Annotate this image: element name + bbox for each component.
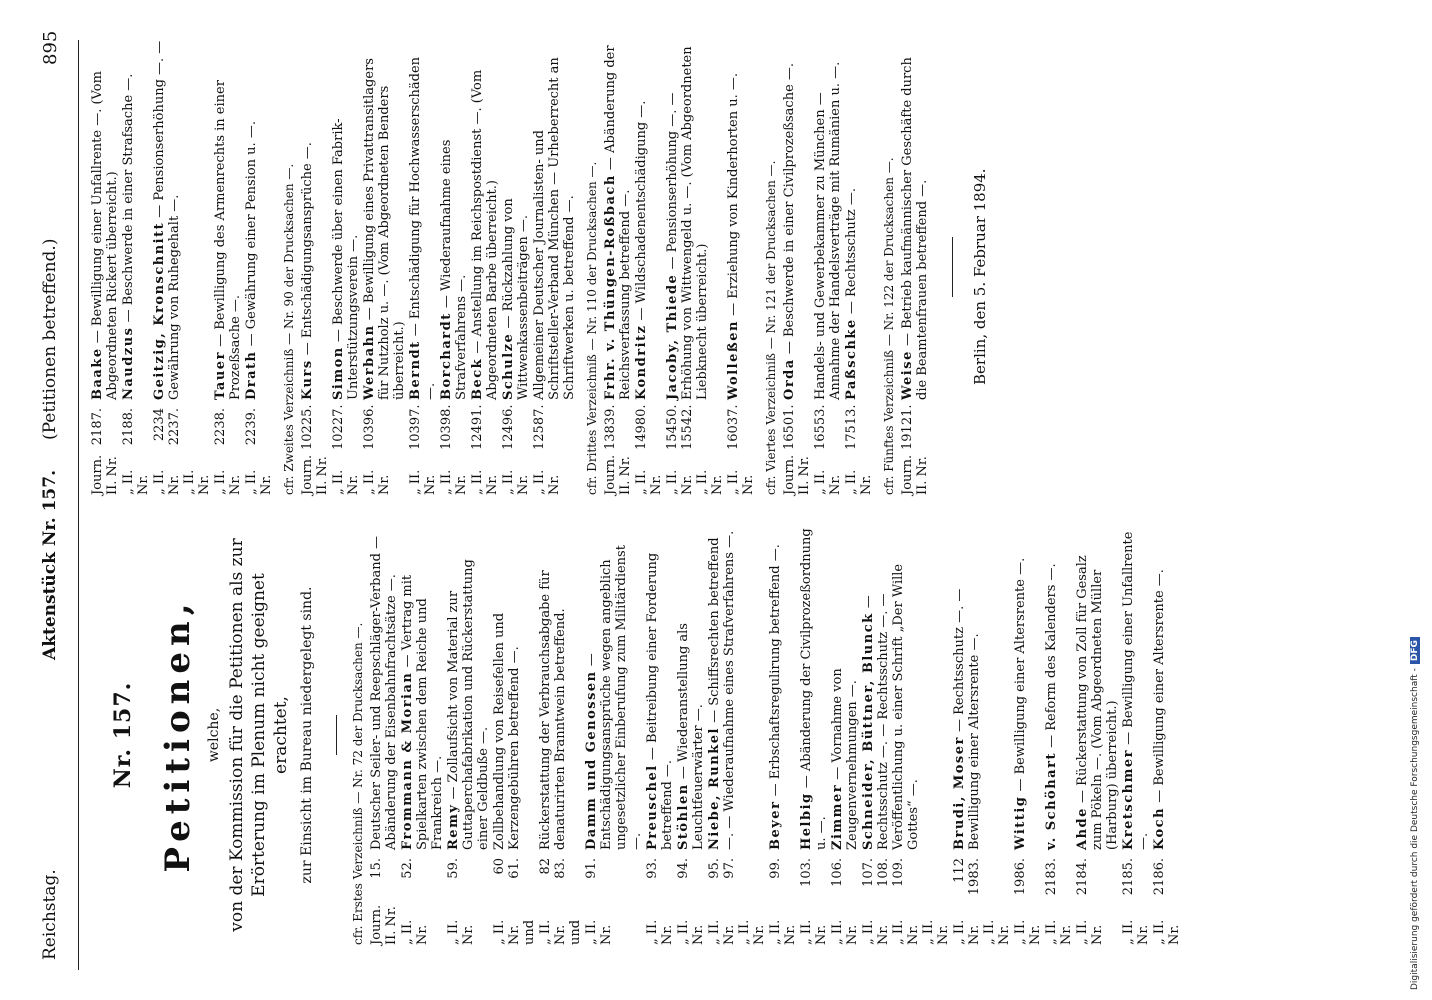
petition-entry (603, 40, 633, 495)
header-left: Reichstag. (40, 869, 60, 960)
journal-prefix: „ II. Nr. „ II. Nr. (665, 469, 725, 495)
journal-prefix: „ II. Nr. (799, 919, 829, 945)
journal-number: 15. (369, 858, 384, 879)
petitioner-name: Koch (1152, 806, 1167, 850)
petition-entry (861, 525, 951, 945)
petition-subject: Handels- und Gewerbekammer zu München — Annahme der Handelsverträge mit Rumänien u. —. (813, 61, 843, 400)
petition-entry (634, 40, 664, 495)
journal-prefix: „ II. Nr. (213, 469, 243, 495)
journal-prefix: „ II. Nr. (645, 919, 675, 945)
journal-number: 82 83. (538, 858, 568, 879)
petition-subject: — Vertrag mit Spielkarten zwischen dem Reiche und Frankreich —. (400, 574, 445, 850)
petition-text (676, 525, 706, 850)
petition-entry (707, 525, 767, 945)
petition-text (90, 40, 120, 400)
petition-text (707, 525, 767, 850)
journal-prefix: „ II. Nr. (244, 469, 274, 495)
journal-prefix: Journ. II. Nr. (782, 454, 812, 495)
petition-entry (782, 40, 812, 495)
journal-number: 2183. (1044, 858, 1059, 896)
petitioner-name: Weise (900, 350, 915, 400)
journal-number: 10225. (300, 404, 315, 450)
header-rule (78, 40, 79, 970)
short-rule (336, 715, 337, 755)
petition-subject: — Beschwerde über einen Fabrik-Unterstützungsverein —. (331, 118, 361, 400)
journal-number: 95. 97. (707, 858, 737, 879)
journal-number: 2186. (1152, 858, 1167, 896)
petition-text (121, 40, 151, 400)
journal-number: 103. (799, 858, 814, 887)
section-heading: cfr. Viertes Verzeichniß — Nr. 121 der Drucksachen —. (764, 160, 778, 495)
petition-entry (952, 525, 1012, 945)
petition-subject: — Wiederaufnahme eines Strafverfahrens —. (439, 139, 469, 400)
petitioner-name: Baake (90, 347, 105, 400)
petition-text (768, 525, 798, 850)
journal-number: 52. (400, 858, 415, 879)
journal-number: 2185. (1121, 858, 1136, 896)
petitioner-name: Kondritz (634, 324, 649, 400)
petition-entry (676, 525, 706, 945)
journal-number: 106. (830, 858, 845, 887)
petitioner-name: Remy (446, 803, 461, 850)
petition-entry (1013, 525, 1043, 945)
petition-subject: — Rückzahlung von Wittwenkassenbeiträgen —. (501, 198, 531, 400)
petitioner-name: Zimmer (830, 783, 845, 850)
petition-text (861, 525, 951, 850)
petition-text (1121, 525, 1151, 850)
petitioner-name: Simon (331, 346, 346, 400)
journal-number: 15450. 15542. (665, 404, 695, 450)
journal-number: 2238. (213, 408, 228, 446)
petitioner-name: Kurs (300, 359, 315, 400)
journal-number: 17513. (844, 404, 859, 450)
petition-subject: — Betrieb kaufmännischer Geschäfte durch die Beamtenfrauen betreffend —. (900, 57, 930, 400)
journal-prefix: „ II. Nr. „ II. Nr. (707, 919, 767, 945)
petition-text (900, 40, 930, 400)
journal-prefix: „ II. Nr. (844, 469, 874, 495)
journal-prefix: „ II. Nr. und (492, 919, 537, 945)
journal-prefix: „ II. Nr. (813, 469, 843, 495)
petition-entry (584, 525, 644, 945)
dfg-stamp (1410, 10, 1420, 990)
petition-subject: — Gewährung einer Pension u. —. (244, 121, 259, 347)
petition-subject: — Bewilligung einer Unfallrente —. (Vom Abgeordneten Rickert überreicht.) (90, 71, 120, 400)
petition-subject: — Beschwerde in einer Civilprozeßsache —. (782, 62, 797, 355)
petition-text (501, 40, 531, 400)
document-number: Nr. 157. (110, 681, 136, 789)
journal-number: 14980. (634, 404, 649, 450)
petitioner-name: Orda (782, 358, 797, 400)
petition-text (844, 40, 874, 400)
journal-prefix: „ II. Nr. (121, 469, 151, 495)
petition-subject: — Zollaufsicht von Material zur Guttaperchafabrikation und Rückerstattung einer Geldbuße —. (446, 559, 491, 850)
journal-prefix: Journ. II. Nr. (900, 454, 930, 495)
petition-entry (121, 40, 151, 495)
petition-entry (844, 40, 874, 495)
petition-subject: — Bewilligung einer Unfallrente —. (1121, 531, 1151, 850)
footer-rule (952, 238, 953, 298)
petition-entry (1075, 525, 1120, 945)
journal-number: 2239. (244, 408, 259, 446)
journal-prefix: „ II. Nr. „ II. Nr. (952, 919, 1012, 945)
petition-subject: — Erziehung von Kinderhorten u. —. (726, 73, 741, 316)
journal-number: 93. (645, 858, 660, 879)
petitioner-name: Beck (470, 357, 485, 400)
petitioner-name: Wittig (1013, 795, 1028, 850)
journal-prefix: „ II. Nr. (532, 469, 562, 495)
petition-text (665, 40, 725, 400)
petitioner-name: Schulze (501, 332, 516, 400)
petition-entry (645, 525, 675, 945)
journal-prefix: „ II. Nr. (1013, 919, 1043, 945)
page-number: 895 (40, 30, 61, 65)
petition-entry (492, 525, 537, 945)
dfg-logo: DFG (1410, 637, 1420, 664)
petition-subject: — Entschädigung für Hochwasserschäden —. (408, 56, 438, 400)
petitioner-name: Ahde (1075, 807, 1090, 850)
petition-text (634, 40, 664, 400)
petition-text (362, 40, 407, 400)
petitioner-name: Helbig (799, 792, 814, 850)
petition-text (492, 525, 537, 850)
petition-text (538, 525, 583, 850)
journal-prefix: Journ. II. Nr. (603, 454, 633, 495)
journal-number: 59. (446, 858, 461, 879)
journal-prefix: Journ. II. Nr. (90, 454, 120, 495)
petition-entry (90, 40, 120, 495)
journal-prefix: „ II. Nr. (1121, 919, 1151, 945)
journal-prefix: „ II. Nr. „ II. Nr. (152, 469, 212, 495)
petition-text (446, 525, 491, 850)
petition-subject: — Bewilligung eines Privattransitlagers für Nutzholz u. —. (Vom Abgeordneten Benders überreicht.) (362, 58, 407, 400)
petitioner-name: Frhr. v. Thüngen-Roßbach (603, 174, 618, 400)
journal-prefix: Journ. II. Nr. (369, 904, 399, 945)
petition-entry (1044, 525, 1074, 945)
journal-prefix: „ II. Nr. (400, 919, 430, 945)
journal-prefix: „ II. Nr. (676, 919, 706, 945)
journal-number: 19121. (900, 404, 915, 450)
petitioner-name: Berndt (408, 340, 423, 400)
petitioner-name: Geitzig, Kronschnitt (152, 221, 167, 400)
petition-entry (362, 40, 407, 495)
petition-subject: — Vornahme von Zeugenvernehmungen —. (830, 668, 860, 850)
petitioner-name: Paßschke (844, 318, 859, 400)
running-header (40, 30, 72, 960)
petition-subject: — Rechtsschutz —. — Bewilligung einer Altersrente —. (952, 588, 982, 850)
petition-text (439, 40, 469, 400)
petition-text (952, 525, 1012, 850)
petition-subject: — Wildschadenentschädigung —. (634, 100, 649, 321)
petition-text (408, 40, 438, 400)
petition-entry (665, 40, 725, 495)
footer-date: Berlin, den 5. Februar 1894. (971, 168, 989, 385)
petition-subject: — Bewilligung einer Altersrente —. (1013, 557, 1028, 792)
journal-number: 99. (768, 858, 783, 879)
journal-prefix: „ II. Nr. „ II. Nr. „ II. Nr. (861, 919, 951, 945)
petition-subject: — Beschwerde in einer Strafsache —. (121, 73, 136, 323)
right-sections (90, 40, 930, 495)
section-heading: cfr. Drittes Verzeichniß — Nr. 110 der Drucksachen —. (585, 161, 599, 495)
petition-text (470, 40, 500, 400)
petition-text (400, 525, 445, 850)
petition-entry (446, 525, 491, 945)
journal-prefix: Journ. II. Nr. (300, 454, 330, 495)
petition-text (300, 40, 330, 400)
petition-text (532, 40, 577, 400)
journal-number: 10398. (439, 404, 454, 450)
petition-text (331, 40, 361, 400)
petition-text (726, 40, 756, 400)
journal-prefix: „ II. Nr. (1044, 919, 1074, 945)
journal-prefix: „ II. Nr. (768, 919, 798, 945)
petitioner-name: v. Schöhart (1044, 752, 1059, 850)
petition-text (152, 40, 212, 400)
petition-entry (813, 40, 843, 495)
petition-entry (300, 40, 330, 495)
journal-number: 107. 108. 109. (861, 858, 906, 887)
petition-text (1013, 525, 1043, 850)
petition-text (213, 40, 243, 400)
journal-prefix: „ II. Nr. (830, 919, 860, 945)
petition-text (369, 525, 399, 850)
journal-prefix: „ II. Nr. (634, 469, 664, 495)
petitioner-name: Niebe, Runkel (707, 727, 722, 850)
petition-subject: — Schiffsrechten betreffend —. — Wiederaufnahme eines Strafverfahrens —. (707, 530, 737, 850)
petitioner-name: Beyer (768, 800, 783, 850)
journal-prefix: „ II. Nr. (470, 469, 500, 495)
journal-prefix: „ II. Nr. (584, 919, 614, 945)
petition-subject: — Rechtsschutz —. (844, 187, 859, 315)
petition-subject: — Reform des Kalenders —. (1044, 563, 1059, 748)
petition-subject: Zollbehandlung von Reisefellen und Kerzengebühren betreffend —. (492, 612, 522, 850)
petitioner-name: Kretschmer (1121, 749, 1136, 850)
petition-subject: — Bewilligung des Armenrechts in einer Prozeßsache —. (213, 80, 243, 400)
journal-prefix: „ II. Nr. (331, 469, 361, 495)
journal-number: 12496. (501, 404, 516, 450)
left-column (90, 525, 1183, 945)
journal-prefix: „ II. Nr. und (538, 919, 583, 945)
petition-entry (538, 525, 583, 945)
journal-number: 60 61. (492, 858, 522, 879)
petition-entry (400, 525, 445, 945)
journal-prefix: „ II. Nr. (439, 469, 469, 495)
petition-entry (900, 40, 930, 495)
petition-subject: — Pensionserhöhung —. — Erhöhung von Wittwengeld u. —. (Vom Abgeordneten Liebknecht überreicht.) (665, 46, 710, 400)
journal-number: 10227. (331, 404, 346, 450)
stamp-text: Digitalisierung gefördert durch die Deutsche Forschungsgemeinschaft - (1410, 668, 1420, 990)
journal-number: 10397. (408, 404, 423, 450)
section-heading: cfr. Fünftes Verzeichniß — Nr. 122 der Drucksachen —. (882, 157, 896, 495)
petitioner-name: Wolleßen (726, 320, 741, 400)
header-center: Aktenstück Nr. 157. (40, 469, 60, 660)
petition-entry (830, 525, 860, 945)
petition-entry (152, 40, 212, 495)
journal-number: 112 1983. (952, 858, 982, 896)
petition-text (645, 525, 675, 850)
journal-number: 12491. (470, 404, 485, 450)
petition-text (584, 525, 644, 850)
intro-text: von der Kommission für die Petitionen als zur Erörterung im Plenum nicht geeignet erachtet, (227, 538, 291, 932)
journal-number: 13839. (603, 404, 618, 450)
petition-subject: Deutscher Seiler- und Reepschläger-Verband — Abänderung der Eisenbahnfrachtsätze —. (369, 535, 399, 850)
petition-subject: Rückerstattung der Verbrauchsabgabe für denaturirten Branntwein betreffend. (538, 570, 568, 850)
petition-subject: — Beitreibung einer Forderung betreffend —. (645, 552, 675, 850)
section-heading: cfr. Erstes Verzeichniß — Nr. 72 der Drucksachen —. (351, 622, 365, 945)
journal-number: 1986. (1013, 858, 1028, 896)
journal-prefix: „ II. Nr. (1152, 919, 1182, 945)
petitioner-name: Preuschel (645, 764, 660, 850)
petition-entry (799, 525, 829, 945)
petitioner-name: Frommann & Morian (400, 671, 415, 850)
journal-prefix: „ II. Nr. (726, 469, 756, 495)
petitioner-name: Naudzus (121, 326, 136, 400)
petition-text (244, 40, 274, 400)
petition-subject: — Rechtsschutz —. — Rechtsschutz —. — Veröffentlichung u. einer Schrift „Der Wille Gottes“ —. (861, 563, 921, 850)
petition-entry (726, 40, 756, 495)
section-heading: cfr. Zweites Verzeichniß — Nr. 90 der Drucksachen —. (282, 163, 296, 495)
petition-subject: — Entschädigungsansprüche —. (300, 142, 315, 356)
journal-number: 91. (584, 858, 599, 879)
petition-entry (369, 525, 399, 945)
journal-prefix: „ II. Nr. (1075, 919, 1105, 945)
petition-text (782, 40, 812, 400)
petitioner-name: Jacoby, Thiede (665, 273, 680, 400)
petition-text (813, 40, 843, 400)
petition-text (799, 525, 829, 850)
petition-text (603, 40, 633, 400)
journal-number: 2184. (1075, 858, 1090, 896)
petitioner-name: Drath (244, 350, 259, 400)
welche-text: welche, (206, 707, 222, 763)
header-right: (Petitionen betreffend.) (40, 238, 60, 440)
petitioner-name: Brudi, Moser (952, 736, 967, 850)
petitioner-name: Stöhlen (676, 783, 691, 850)
intro-small-text: zur Einsicht im Bureau niedergelegt sind. (299, 586, 315, 884)
journal-number: 2188. (121, 408, 136, 446)
petition-text (1044, 525, 1074, 850)
petition-subject: — Pensionserhöhung —. — Gewährung von Ruhegehalt —. (152, 40, 182, 400)
petition-entry (1121, 525, 1151, 945)
journal-number: 2187. (90, 408, 105, 446)
petitioner-name: Borchardt (439, 312, 454, 400)
journal-number: 10396. (362, 404, 377, 450)
petition-entry (768, 525, 798, 945)
petition-entry (213, 40, 243, 495)
petition-entry (331, 40, 361, 495)
journal-prefix: „ II. Nr. (501, 469, 531, 495)
petition-entry (1152, 525, 1182, 945)
journal-number: 16553. (813, 404, 828, 450)
petition-subject: — Erbschaftsregulirung betreffend —. (768, 544, 783, 797)
journal-prefix: „ II. Nr. (362, 469, 392, 495)
journal-prefix: „ II. Nr. (446, 919, 476, 945)
journal-number: 12587. (532, 404, 547, 450)
petition-entry (244, 40, 274, 495)
petition-subject: Allgemeiner Deutscher Journalisten- und Schriftsteller-Verband München — Urheberrecht an Schriftwerken u. betreffend —. (532, 57, 577, 400)
petition-entry (501, 40, 531, 495)
petitioner-name: Schneider, Büttner, Blunck (861, 612, 876, 850)
journal-number: 16501. (782, 404, 797, 450)
petition-subject: — Anstellung im Reichspostdienst —. (Vom Abgeordneten Barbe überreicht.) (470, 69, 500, 400)
petition-subject: — Abänderung der Civilprozeßordnung u. —. (799, 528, 829, 850)
petition-subject: — Bewilligung einer Altersrente —. (1152, 569, 1167, 803)
journal-number: 94. (676, 858, 691, 879)
petition-subject: — Rückerstattung von Zoll für Gesalz zum Pökeln —. (Vom Abgeordneten Müller (Harburg) überreicht.) (1075, 555, 1120, 850)
petition-text (830, 525, 860, 850)
journal-prefix: „ II. Nr. (408, 469, 438, 495)
left-sections (351, 525, 1182, 945)
petition-entry (439, 40, 469, 495)
petitioner-name: Tauer (213, 351, 228, 400)
petition-entry (408, 40, 438, 495)
petition-text (1152, 525, 1182, 850)
petitioner-name: Damm und Genossen (584, 670, 599, 850)
petition-subject: — Abänderung der Reichsverfassung betreffend —. (603, 45, 633, 400)
journal-number: 16037. (726, 404, 741, 450)
petition-entry (470, 40, 500, 495)
journal-number: 2234 2237. (152, 408, 182, 446)
petition-subject: — Entschädigungsansprüche wegen angeblich ungesetzlicher Einberufung zum Militärdienst —. (584, 545, 644, 850)
petitioner-name: Werbahn (362, 324, 377, 400)
petition-subject: — Wiederanstellung als Leuchtfeuerwärter —. (676, 623, 706, 850)
petition-entry (532, 40, 577, 495)
petition-text (1075, 525, 1120, 850)
right-column (90, 40, 989, 495)
document-title: Petitionen, (158, 597, 198, 873)
